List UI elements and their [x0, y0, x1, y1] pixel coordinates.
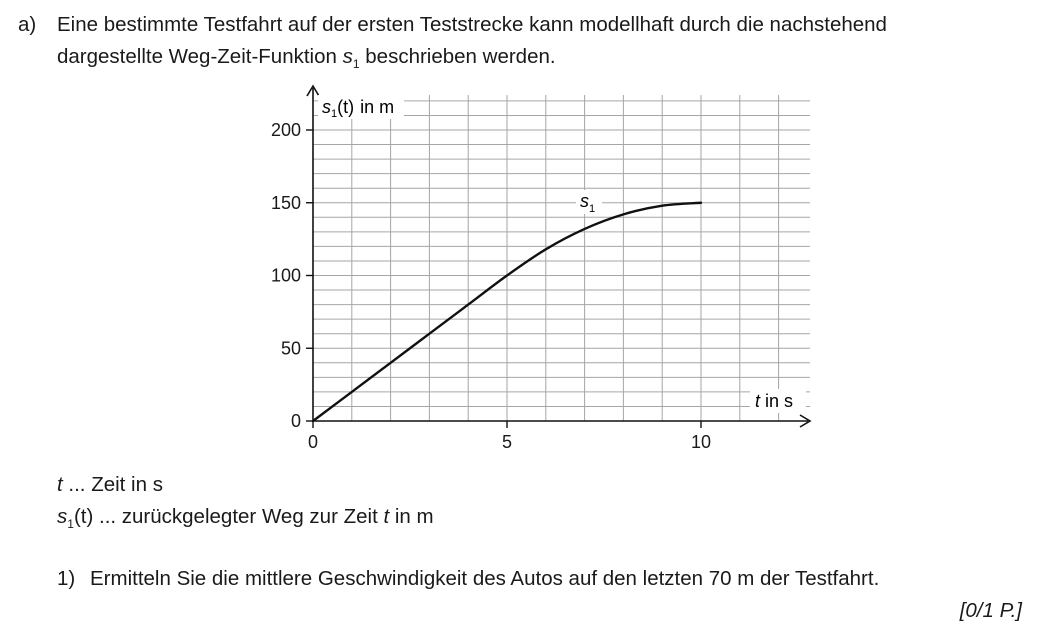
x-tick-label: 10 [690, 432, 712, 452]
task-text-line1: Eine bestimmte Testfahrt auf der ersten Teststrecke kann modellhaft durch die nachstehend [57, 13, 887, 36]
legend-s-sub: 1 [67, 517, 74, 531]
y-tick-label: 150 [270, 192, 301, 213]
y-axis-label-arg: (t) [337, 97, 355, 117]
x-tick-label: 5 [501, 432, 513, 452]
question-text: Ermitteln Sie die mittlere Geschwindigkeit des Autos auf den letzten 70 m der Testfahrt. [90, 567, 880, 590]
series-label-sub: 1 [589, 203, 596, 215]
task-line2-function: s [342, 45, 353, 68]
chart-axes [307, 86, 810, 427]
y-tick-label: 200 [270, 120, 301, 140]
y-axis-label-sub: 1 [331, 108, 338, 120]
legend-s-desc-var: t [383, 505, 390, 528]
question-points: [0/1 P.] [959, 599, 1022, 622]
series-label-var: s [580, 191, 589, 211]
legend-t-var: t [57, 473, 63, 496]
chart-labels [318, 95, 806, 413]
question-number: 1) [57, 567, 76, 590]
y-tick-label: 100 [270, 265, 301, 286]
chart-grid [313, 95, 810, 421]
legend-t [57, 472, 163, 498]
task-letter: a) [18, 13, 37, 36]
y-tick-label: 50 [280, 338, 301, 359]
legend-s-var: s [57, 505, 68, 528]
y-axis-label-var: s [322, 97, 331, 117]
x-tick-label: 0 [307, 432, 319, 452]
legend-s-arg: (t) [73, 505, 94, 528]
legend-s-desc-pre: ... zurückgelegter Weg zur Zeit [99, 505, 378, 528]
y-tick-label: 0 [290, 411, 301, 431]
task-line2-post: beschrieben werden. [365, 45, 556, 68]
x-axis-label-unit: in s [765, 391, 794, 411]
task-line2-pre: dargestellte Weg-Zeit-Funktion [57, 45, 337, 68]
x-axis-label-var: t [755, 391, 761, 411]
y-axis-label-unit: in m [360, 97, 395, 117]
legend-t-desc: ... Zeit in s [68, 473, 163, 496]
legend-s-desc-post: in m [394, 505, 434, 528]
legend-s [57, 504, 434, 532]
task-line2-function-sub: 1 [352, 57, 360, 71]
